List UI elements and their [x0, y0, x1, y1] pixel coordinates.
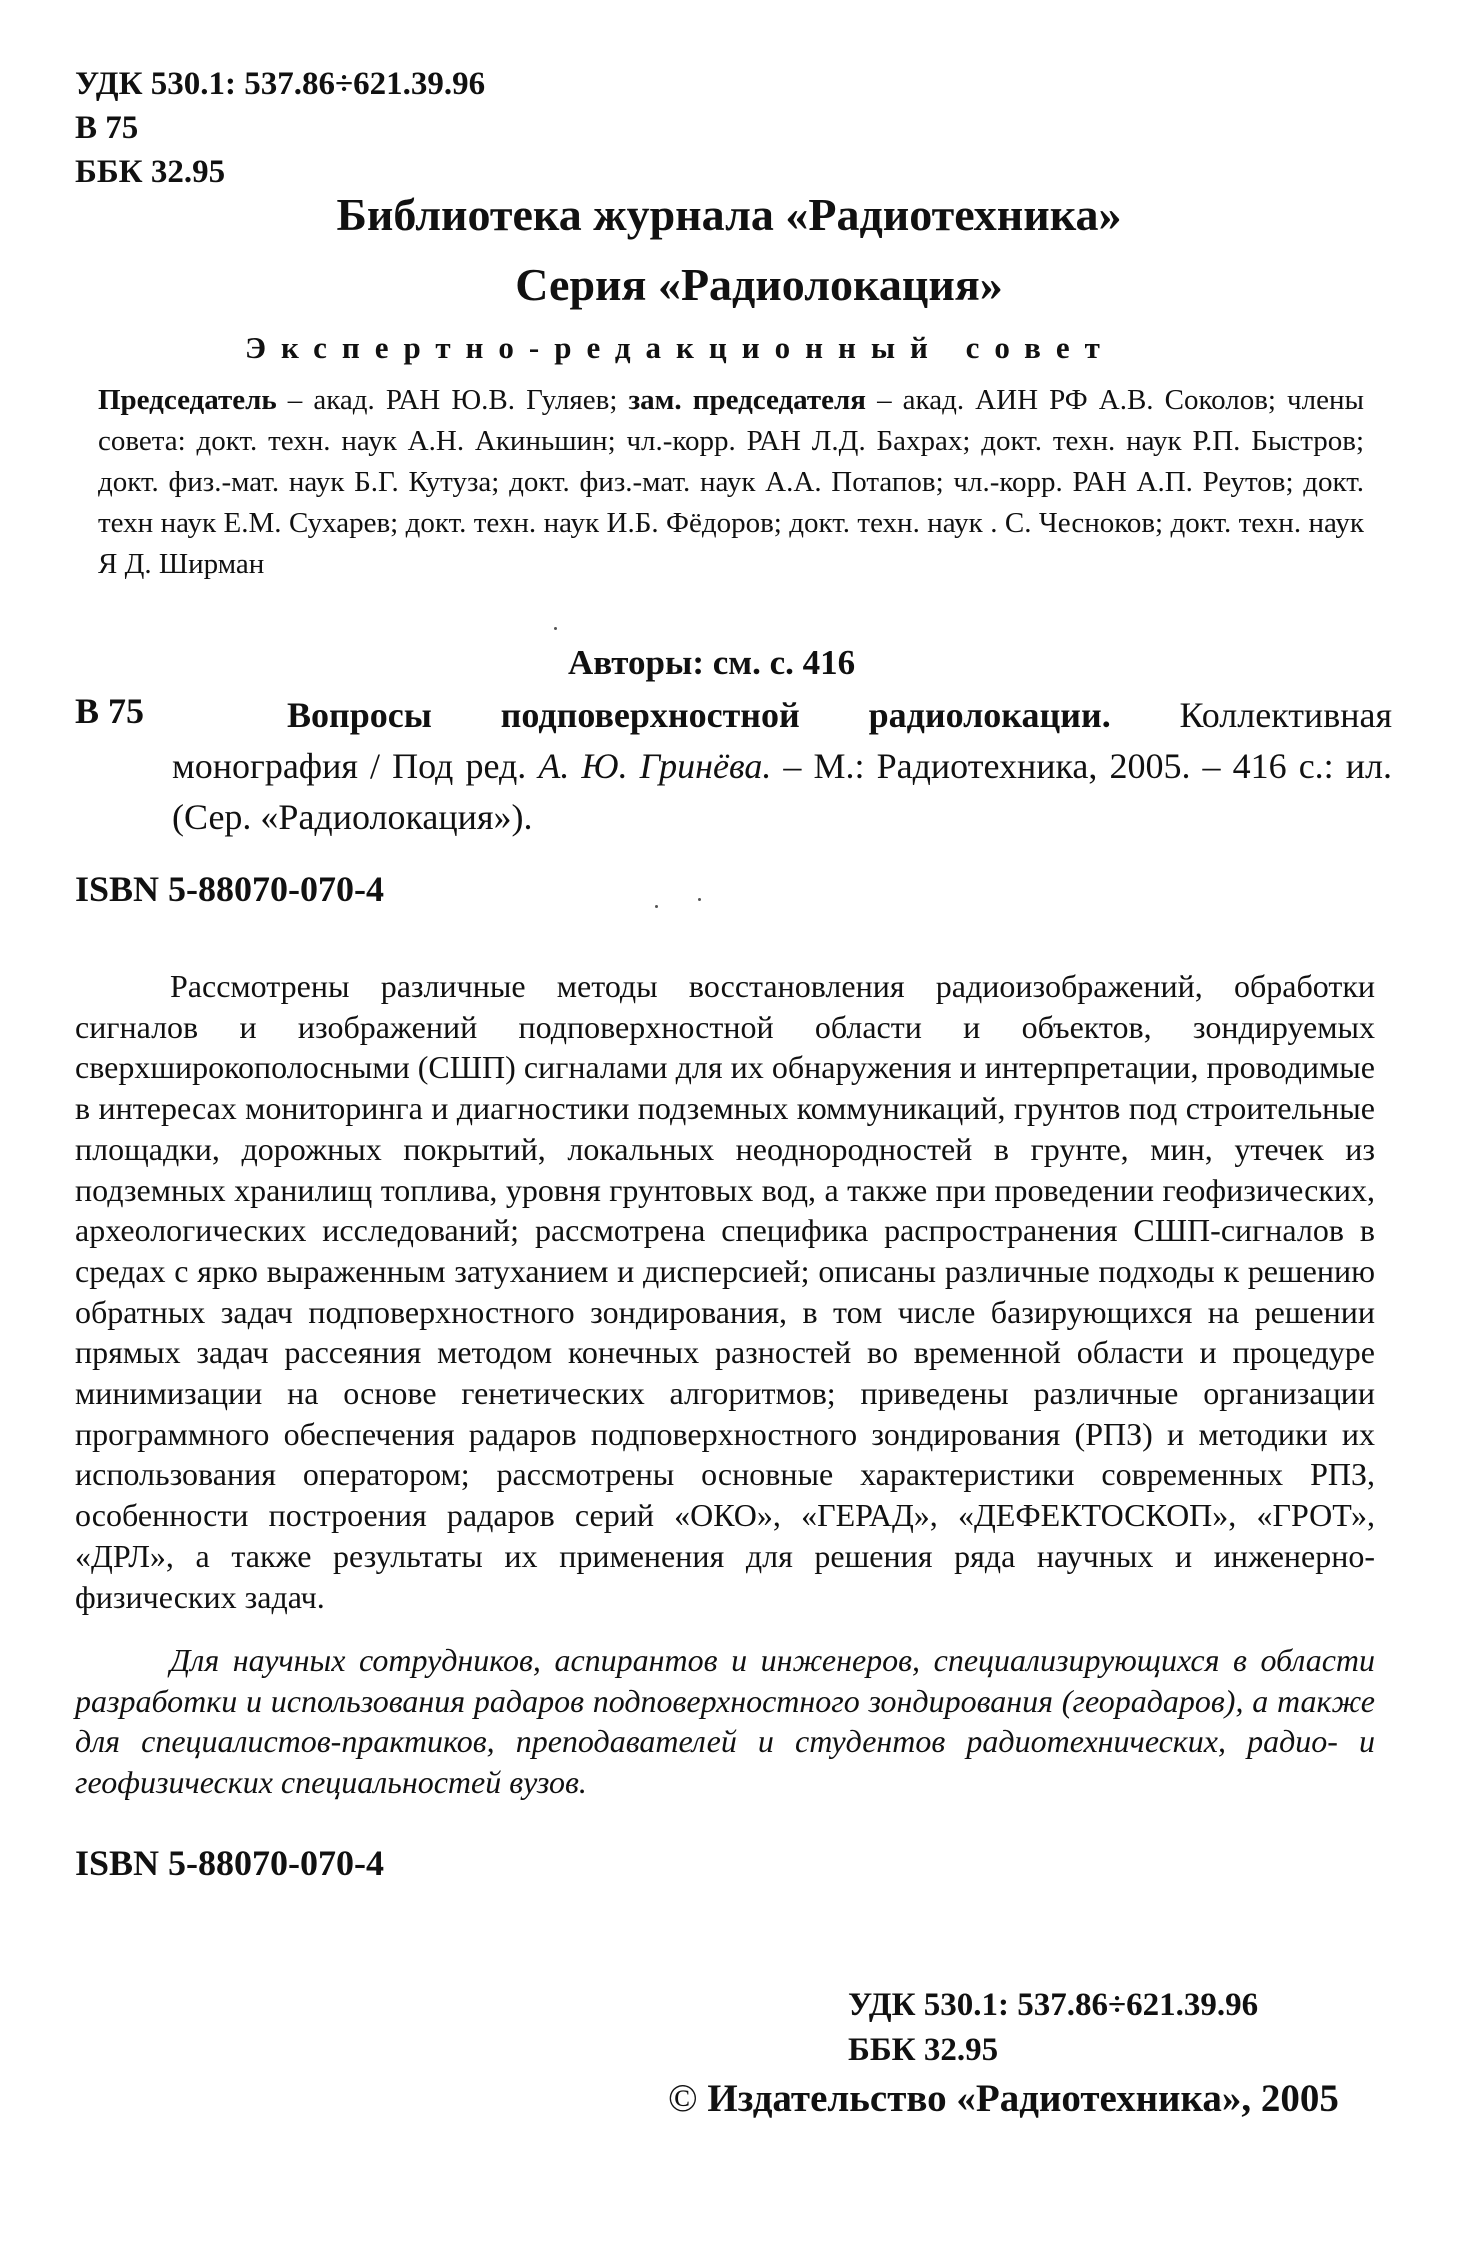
udk-code: УДК 530.1: 537.86÷621.39.96 [75, 66, 486, 102]
catalog-codes-top [75, 62, 485, 194]
series-title: Серия «Радиолокация» [515, 259, 1003, 310]
bbk-code-bottom: ББК 32.95 [848, 2032, 999, 2068]
scan-speck [655, 905, 658, 908]
library-title: Библиотека журнала «Радиотехника» [336, 189, 1122, 240]
deputy-label: зам. председателя [628, 384, 866, 416]
catalog-codes-bottom [848, 1983, 1258, 2073]
authors-note: Авторы: см. с. 416 [568, 643, 856, 682]
isbn-bottom: ISBN 5-88070-070-4 [75, 1843, 385, 1883]
scan-speck [554, 627, 557, 630]
audience-note: Для научных сотрудников, аспирантов и инженеров, специализирующихся в области разработки и использования радаров подповерхностного зондирования (георадаров), а также для специалистов-практиков, преподавателей и студентов радиотехнических, радио- и геофизических специальностей вузов. [75, 1642, 1375, 1801]
council-rest: – акад. АИН РФ А.В. Соколов; члены совета: докт. техн. наук А.Н. Акиньшин; чл.-корр. РАН Л.Д. Бахрах; докт. техн. наук Р.П. Быстров; докт. физ.-мат. наук Б.Г. Кутуза; докт. физ.-мат. наук А.А. Потапов; чл.-корр. РАН А.П. Реутов; докт. техн наук Е.М. Сухарев; докт. техн. наук И.Б. Фёдоров; докт. техн. наук . С. Чесноков; докт. техн. наук Я Д. Ширман [98, 384, 1364, 580]
book-desc-1: Коллективная монография / Под ред. [172, 695, 1393, 786]
copyright-line [668, 2076, 1339, 2121]
bibliography-code: В 75 [75, 691, 145, 731]
chair-label: Председатель [98, 384, 277, 416]
bibliographic-record [172, 690, 1392, 843]
copyright-symbol: © [668, 2077, 698, 2120]
abstract: Рассмотрены различные методы восстановления радиоизображений, обработки сигналов и изображений подповерхностной области и объектов, зондируемых сверхширокополосными (СШП) сигналами для их обнаружения и интерпретации, проводимые в интересах мониторинга и диагностики подземных коммуникаций, грунтов под строительные площадки, дорожных покрытий, локальных неоднородностей в грунте, мин, утечек из подземных хранилищ топлива, уровня грунтовых вод, а также при проведении геофизических, археологических исследований; рассмотрена специфика распространения СШП-сигналов в средах с ярко выраженным затуханием и дисперсией; описаны различные подходы к решению обратных задач подповерхностного зондирования, в том числе базирующихся на решении прямых задач рассеяния методом конечных разностей во временной области и процедуре минимизации на основе генетических алгоритмов; приведены различные организации программного обеспечения радаров подповерхностного зондирования (РПЗ) и методики их использования оператором; рассмотрены основные характеристики современных РПЗ, особенности построения радаров серий «ОКО», «ГЕРАД», «ДЕФЕКТОСКОП», «ГРОТ», «ДРЛ», а также результаты их применения для решения ряда научных и инженерно-физических задач. [75, 968, 1375, 1615]
bbk-code: ББК 32.95 [75, 154, 226, 190]
book-title: Вопросы подповерхностной радиолокации. [287, 695, 1111, 735]
chair-text: – акад. РАН Ю.В. Гуляев; [276, 384, 629, 416]
council-members [98, 380, 1364, 585]
udk-code-bottom: УДК 530.1: 537.86÷621.39.96 [848, 1987, 1259, 2023]
book-desc-2: – М.: Радиотехника, 2005. – 416 с.: ил. (Сер. «Радиолокация»). [172, 746, 1392, 837]
bbk-author-mark: В 75 [75, 110, 139, 146]
copyright-text: Издательство «Радиотехника», 2005 [697, 2077, 1339, 2120]
isbn-top: ISBN 5-88070-070-4 [75, 869, 385, 909]
scan-speck [698, 898, 701, 901]
book-editor: А. Ю. Гринёва. [538, 746, 772, 786]
council-heading: Экспертно-редакционный совет [245, 330, 1115, 365]
